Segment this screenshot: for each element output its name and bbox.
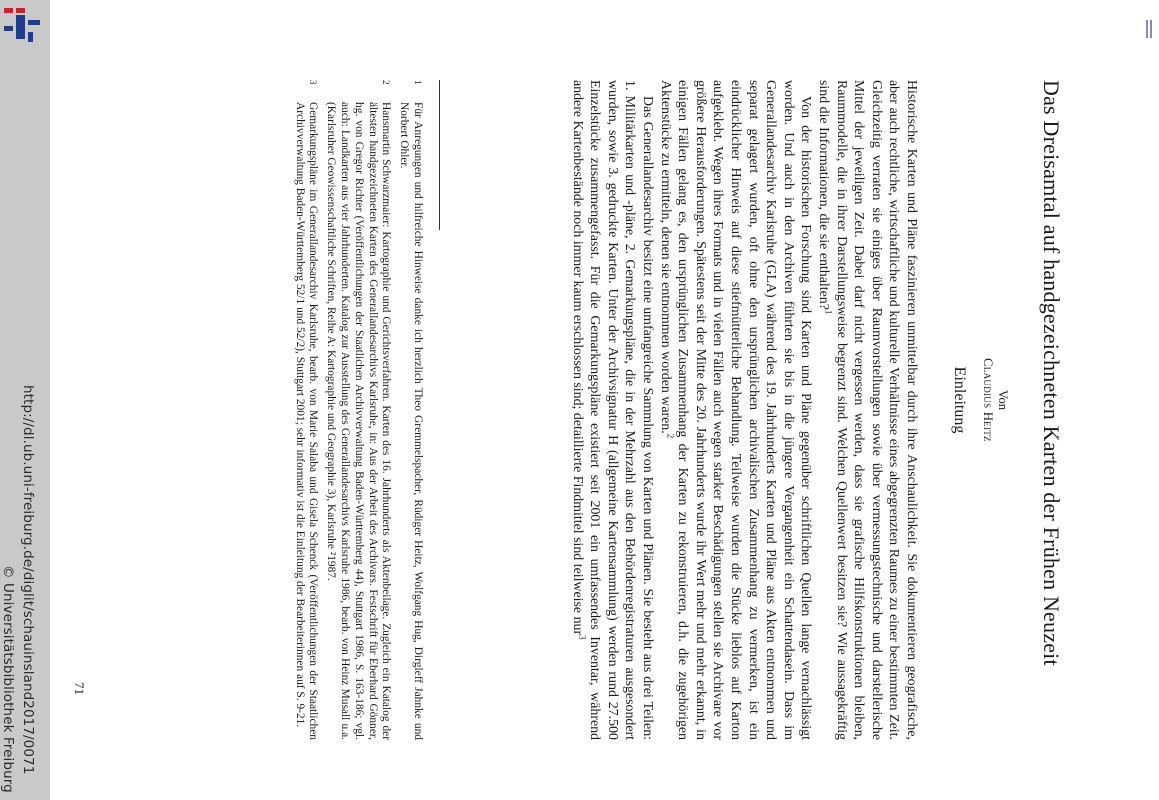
- footnote-marker: 2: [665, 433, 676, 439]
- footnote-divider: [439, 80, 440, 230]
- byline-von: Von: [996, 390, 1010, 410]
- footnote-text: Gemarkungspläne im Generallandesarchiv Karlsruhe, bearb. von Marie Salaba und Gisela Schenck (Veröffentlichungen der Staatlichen Archivverwaltung Baden-Württemberg 52/1 und 52/2), Stuttgart 2001; sehr informativ ist die Einleitung der Bearbeiterinnen auf S. 9-21.: [293, 102, 320, 740]
- copyright-notice: © Universitätsbibliothek Freiburg: [0, 565, 16, 793]
- footnotes: [288, 80, 424, 740]
- corner-mark-icon: [1145, 18, 1153, 40]
- footnote: [323, 80, 392, 740]
- footnote: [396, 80, 424, 740]
- byline: [980, 340, 1010, 460]
- paragraph: Historische Karten und Pläne faszinieren unmittelbar durch ihre Anschaulichkeit. Sie dokumentieren geografische, aber auch rechtliche, wirtschaftliche und kulturelle Verhältnisse eines abgegrenzten Raumes zu einer bestimmten Zeit. Gleichzeitig verraten sie einiges über Raumvorstellungen sowie über vermessungstechnische und darstellerische Mittel der jeweiligen Zeit. Dabei darf nicht vergessen werden, dass sie grafische Hilfskonstruktionen bleiben, Raummodelle, die in ihrer Darstellungsweise begrenzt sind. Welchen Quellenwert besitzen sie? Wie aussagekräftig sind die Informationen, die sie enthalten?$^1$: [816, 80, 919, 740]
- footnote-text: Hansmartin Schwarzmaier: Kartographie und Gerichtsverfahren. Karten des 16. Jahrhunderts als Aktenbeilage. Zugleich ein Katalog der ältesten handgezeichneten Karten des Generallandesarchivs Karlsruhe, in: Aus der Arbeit des Archivars. Festschrift für Eberhard Gönner, hg. von Gregor Richter (Veröffentlichungen der Staatlichen Archivverwaltung Baden-Württemberg 44), Stuttgart 1986, S. 163-186; vgl. auch: Landkarten aus vier Jahrhunderten. Katalog zur Ausstellung des Generallandesarchivs Karlsruhe 1986, bearb. von Heinz Musall u.a. (Karlsruher Geowissenschaftliche Schriften, Reihe A: Kartographie und Geographie 3), Karlsruhe ²1987.: [325, 102, 393, 740]
- section-heading: Einleitung: [951, 366, 968, 434]
- paragraph: Von der historischen Forschung sind Karten und Pläne gegenüber schriftlichen Quellen lange vernachlässigt worden. Und auch in den Archiven führten sie bis in die jüngere Vergangenheit ein Schattendasein. Dass im Generallandesarchiv Karlsruhe (GLA) während des 19. Jahrhunderts Karten und Pläne aus Akten entnommen und separat gelagert wurden, oft ohne den ursprünglichen archivalischen Zusammenhang zu vermerken, ist ein eindrücklicher Hinweis auf diese stiefmütterliche Behandlung. Teilweise wurden die Stücke lieblos auf Karton aufgeklebt. Wegen ihres Formats und in vielen Fällen auch wegen starker Beschädigungen stellen sie Archivare vor größere Herausforderungen. Spätestens seit der Mitte des 20. Jahrhunderts wurde ihr Wert mehr und mehr erkannt, in einigen Fällen gelang es, den ursprünglichen Zusammenhang der Karten zu rekonstruieren, d.h. die zugehörigen Aktenstücke zu ermitteln, denen sie entnommen worden waren.$^2$: [657, 80, 814, 740]
- footnote: [292, 80, 320, 740]
- article-title: Das Dreisamtal auf handgezeichneten Karten der Frühen Neuzeit: [1039, 80, 1064, 666]
- footnote-number: 2: [381, 80, 392, 85]
- page-number: 71: [72, 682, 87, 695]
- author-name: Claudius Heitz: [981, 358, 995, 442]
- footnote-text: Für Anregungen und hilfreiche Hinweise danke ich herzlich Theo Gremmelspacher, Rüdiger Heitz, Wolfgang Hug, Dirgleff Jahnke und Norbert Ohler.: [398, 102, 424, 740]
- body-text: [568, 80, 920, 740]
- viewer-sidebar: [0, 0, 50, 800]
- footnote-marker: 1: [823, 309, 834, 315]
- footnote-number: 1: [413, 80, 423, 85]
- source-url[interactable]: http://dl.ub.uni-freiburg.de/diglit/schauinsland2017/0071: [20, 385, 36, 775]
- footnote-marker: 3: [577, 635, 588, 640]
- scanned-page: [293, 40, 1090, 760]
- paragraph: Das Generallandesarchiv besitzt eine umfangreiche Sammlung von Karten und Plänen. Sie besteht aus drei Teilen: 1. Militärkarten und -pläne, 2. Gemarkungspläne, die in der Mehrzahl aus den Behördenregistraturen ausgesondert wurden, sowie 3. gedruckte Karten. Unter der Archivsignatur H (allgemeine Kartensammlung) werden rund 27.500 Einzelstücke zusammengefasst. Für die Gemarkungspläne existiert seit 2001 ein umfassendes Inventar, während andere Kartenbestände noch immer kaum erschlossen sind; detaillierte Findmittel sind teilweise nur$^3$: [569, 80, 656, 740]
- footnote-number: 3: [308, 80, 319, 85]
- ub-freiburg-logo-icon: [2, 6, 42, 46]
